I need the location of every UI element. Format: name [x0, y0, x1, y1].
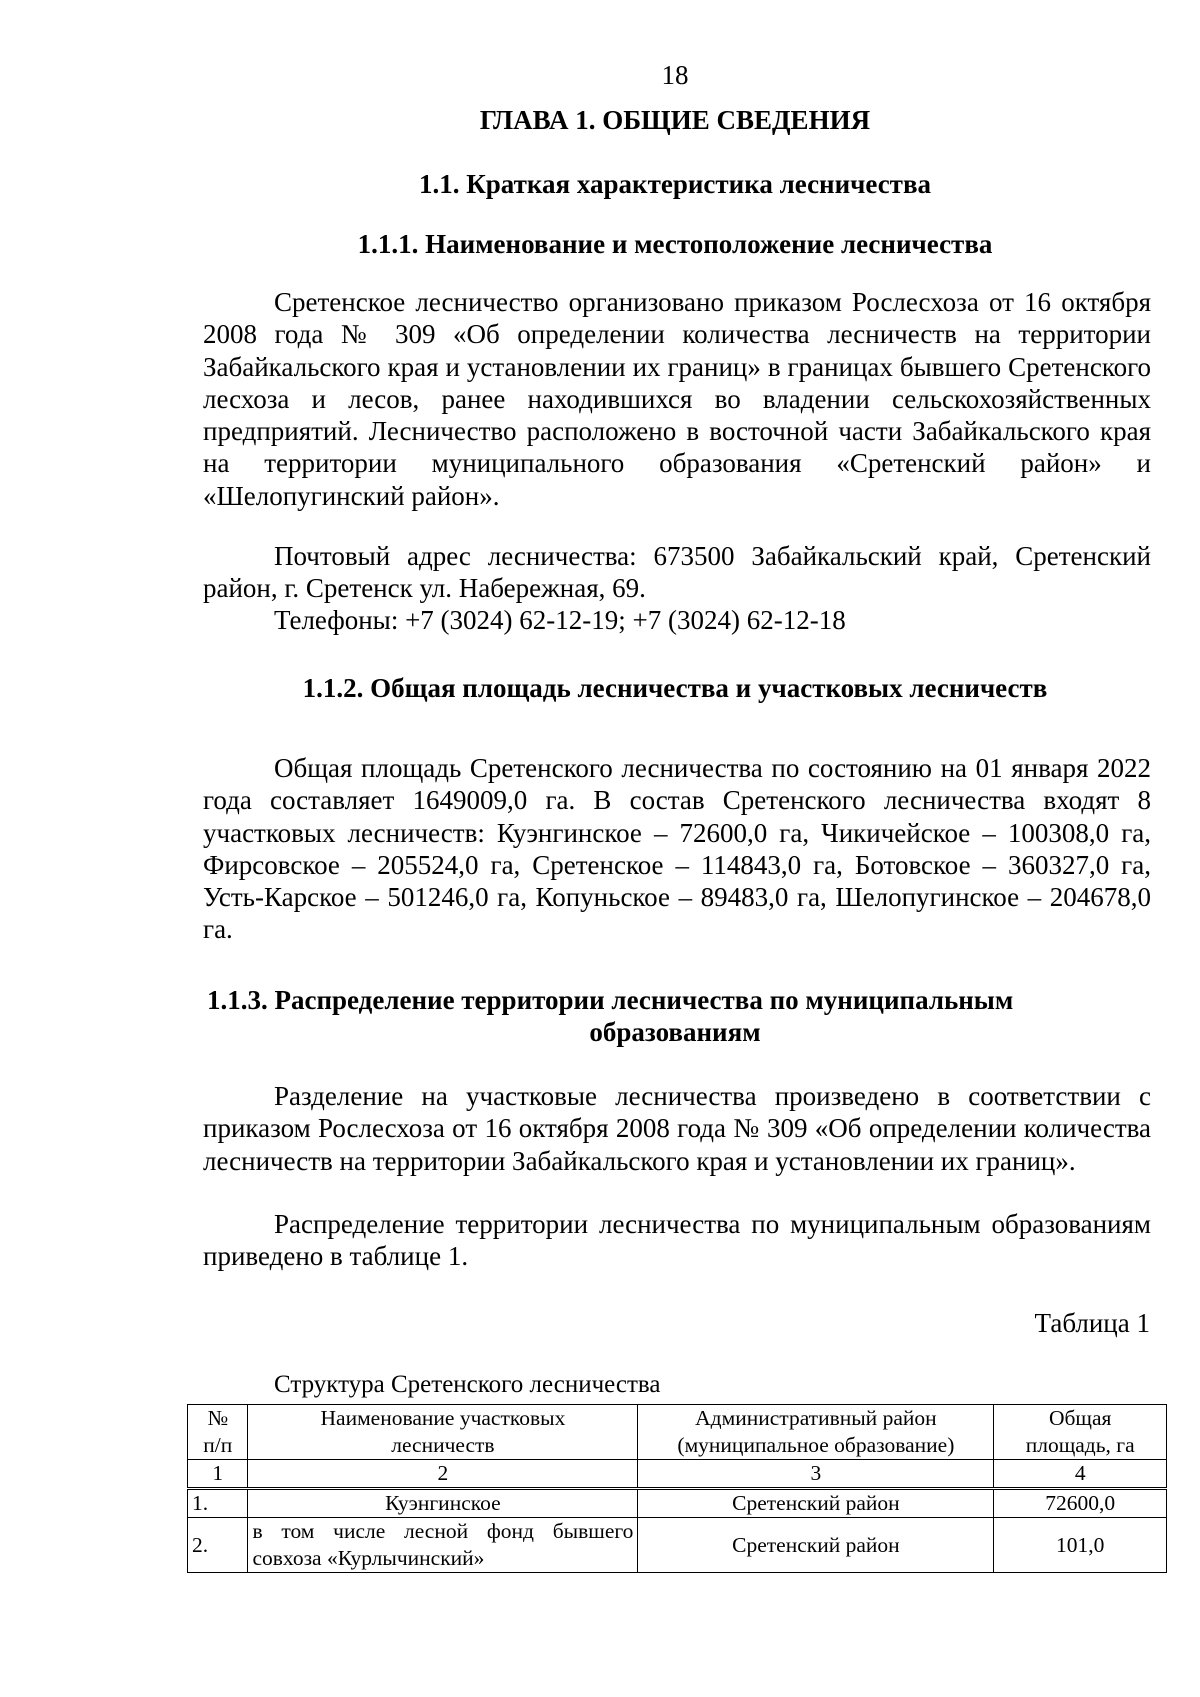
table-row: [188, 1518, 1167, 1573]
paragraph-division: Разделение на участковые лесничества произведено в соответствии с приказом Рослесхоза от 16 октября 2008 года № 309 «Об определении количества лесничеств на территории Забайкальского края и установлении их границ».: [203, 1081, 1151, 1176]
column-number: 3: [638, 1460, 994, 1489]
section-heading-1-1: 1.1. Краткая характеристика лесничества: [418, 169, 932, 199]
row-district: Сретенский район: [638, 1518, 994, 1573]
row-district: Сретенский район: [638, 1489, 994, 1518]
paragraph-distribution: Распределение территории лесничества по муниципальным образованиям приведено в таблице 1.: [203, 1209, 1151, 1272]
header-name: Наименование участковых лесничеств: [248, 1405, 638, 1460]
row-name: Куэнгинское: [248, 1489, 638, 1518]
section-heading-1-1-2: 1.1.2. Общая площадь лесничества и участковых лесничеств: [302, 673, 1048, 703]
page-number: 18: [661, 60, 689, 90]
header-area: Общая площадь, га: [994, 1405, 1167, 1460]
table-header-row: [188, 1405, 1167, 1460]
paragraph-total-area: Общая площадь Сретенского лесничества по состоянию на 01 января 2022 года составляет 1649009,0 га. В состав Сретенского лесничества входят 8 участковых лесничеств: Куэнгинское – 72600,0 га, Чикичейское – 100308,0 га, Фирсовское – 205524,0 га, Сретенское – 114843,0 га, Ботовское – 360327,0 га, Усть-Карское – 501246,0 га, Копуньское – 89483,0 га, Шелопугинское – 204678,0 га.: [203, 753, 1151, 945]
paragraph-phones: Телефоны: +7 (3024) 62-12-19; +7 (3024) 62-12-18: [274, 605, 846, 635]
table-row: [188, 1489, 1167, 1518]
section-heading-1-1-3-line1: 1.1.3. Распределение территории лесничества по муниципальным: [207, 985, 1014, 1015]
paragraph-postal-address: Почтовый адрес лесничества: 673500 Забайкальский край, Сретенский район, г. Сретенск ул. Набережная, 69.: [203, 541, 1151, 604]
row-num: 1.: [188, 1489, 248, 1518]
chapter-title: ГЛАВА 1. ОБЩИЕ СВЕДЕНИЯ: [479, 105, 871, 135]
table-label: Таблица 1: [1034, 1308, 1150, 1338]
section-heading-1-1-1: 1.1.1. Наименование и местоположение лесничества: [357, 229, 993, 259]
column-number: 1: [188, 1460, 248, 1489]
paragraph-forestry-origin: Сретенское лесничество организовано приказом Рослесхоза от 16 октября 2008 года № 309 «Об определении количества лесничеств на территории Забайкальского края и установлении их границ» в границах бывшего Сретенского лесхоза и лесов, ранее находившихся во владении сельскохозяйственных предприятий. Лесничество расположено в восточной части Забайкальского края на территории муниципального образования «Сретенский район» и «Шелопугинский район».: [203, 287, 1151, 511]
header-num: № п/п: [188, 1405, 248, 1460]
column-number: 2: [248, 1460, 638, 1489]
section-heading-1-1-3-line2: образованиям: [589, 1017, 761, 1047]
table-title: Структура Сретенского лесничества: [274, 1371, 661, 1398]
row-area: 72600,0: [994, 1489, 1167, 1518]
row-num: 2.: [188, 1518, 248, 1573]
header-district: Административный район (муниципальное образование): [638, 1405, 994, 1460]
column-number: 4: [994, 1460, 1167, 1489]
column-number-row: [188, 1460, 1167, 1489]
row-name: в том числе лесной фонд бывшего совхоза «Курлычинский»: [248, 1518, 638, 1573]
forestry-structure-table: [187, 1404, 1167, 1573]
row-area: 101,0: [994, 1518, 1167, 1573]
